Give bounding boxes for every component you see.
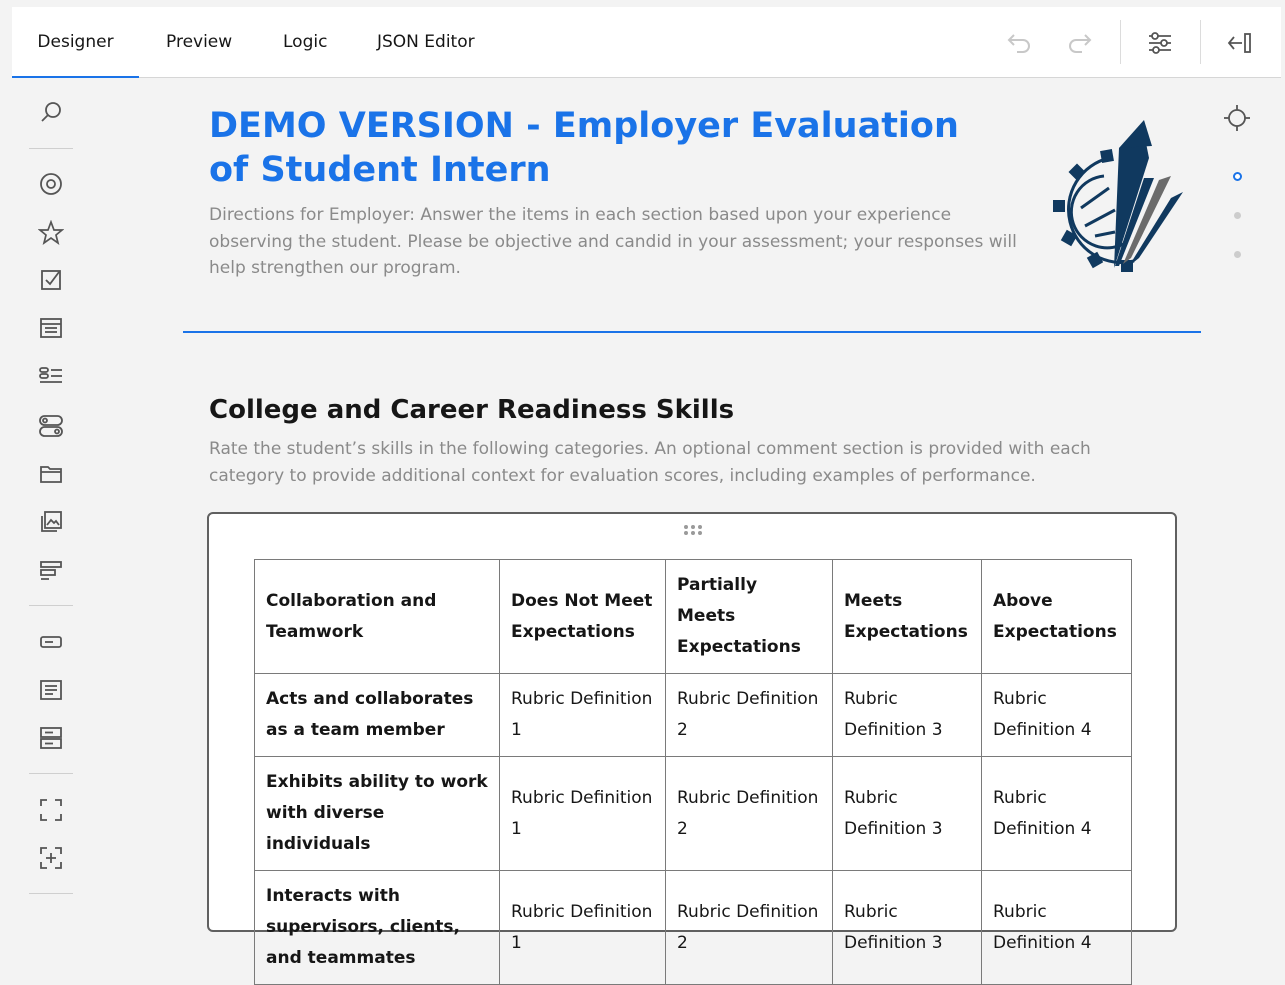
- matrix-column-header: Collaboration and Teamwork: [255, 560, 500, 674]
- redo-button[interactable]: [1064, 27, 1096, 59]
- tab-logic[interactable]: Logic: [283, 32, 328, 52]
- rubric-cell[interactable]: Rubric Definition 2: [666, 674, 833, 757]
- panel-icon: [39, 798, 63, 822]
- page-title[interactable]: College and Career Readiness Skills: [209, 395, 735, 425]
- page-description[interactable]: Rate the student’s skills in the following categories. An optional comment section is provided with each category to provide additional context for evaluation scores, including examples of performance.: [209, 439, 1091, 486]
- rubric-cell[interactable]: Rubric Definition 3: [833, 757, 982, 871]
- rubric-cell[interactable]: Rubric Definition 3: [833, 674, 982, 757]
- matrix-row-label: Interacts with supervisors, clients, and teammates: [255, 871, 500, 985]
- toolbox-multipletext[interactable]: [29, 720, 73, 756]
- tab-preview[interactable]: Preview: [166, 32, 233, 52]
- rubric-cell[interactable]: Rubric Definition 4: [982, 757, 1132, 871]
- collapse-panel-button[interactable]: [1224, 27, 1256, 59]
- image-picker-icon: [39, 510, 63, 534]
- rubric-cell[interactable]: Rubric Definition 1: [500, 757, 666, 871]
- matrix-row: [255, 757, 1132, 871]
- toolbox-paneldynamic[interactable]: [29, 840, 73, 876]
- survey-description[interactable]: Directions for Employer: Answer the items in each section based upon your experience observing the student. Please be objective and candid in your assessment; your responses will help strengthen our program.: [209, 205, 1017, 278]
- matrix-column-header: Above Expectations: [982, 560, 1132, 674]
- page-navigator: [1212, 78, 1262, 378]
- checkbox-icon: [39, 268, 63, 292]
- matrix-row-label: Exhibits ability to work with diverse individuals: [255, 757, 500, 871]
- toolbox-separator: [29, 605, 73, 606]
- toggle-icon: [39, 414, 63, 438]
- top-toolbar: [12, 7, 1281, 78]
- ranking-icon: [39, 559, 63, 583]
- rubric-matrix: [254, 559, 1132, 985]
- tab-designer[interactable]: Designer: [12, 7, 139, 78]
- toolbox-boolean[interactable]: [29, 408, 73, 444]
- toolbox-ranking[interactable]: [29, 553, 73, 589]
- redo-icon: [1067, 32, 1093, 54]
- folder-icon: [39, 462, 63, 486]
- search-icon: [39, 100, 63, 124]
- survey-title[interactable]: DEMO VERSION - Employer Evaluation of Student Intern: [209, 106, 959, 190]
- undo-button[interactable]: [1003, 27, 1035, 59]
- page-nav-dot-2[interactable]: [1234, 212, 1241, 219]
- settings-sliders-icon: [1147, 30, 1173, 56]
- survey-logo: [1049, 118, 1184, 273]
- rubric-cell[interactable]: Rubric Definition 1: [500, 674, 666, 757]
- rubric-cell[interactable]: Rubric Definition 2: [666, 871, 833, 985]
- toolbox-panel[interactable]: [29, 792, 73, 828]
- toolbox-separator: [29, 773, 73, 774]
- toolbox-separator: [29, 148, 73, 149]
- tagbox-icon: [39, 364, 63, 388]
- dynamic-panel-icon: [39, 846, 63, 870]
- locate-button[interactable]: [1223, 104, 1251, 132]
- toolbox-tagbox[interactable]: [29, 358, 73, 394]
- toolbox-radiogroup[interactable]: [29, 166, 73, 202]
- page-nav-dot-1[interactable]: [1233, 172, 1242, 181]
- toolbox-text[interactable]: [29, 624, 73, 660]
- rubric-cell[interactable]: Rubric Definition 4: [982, 871, 1132, 985]
- single-input-icon: [39, 630, 63, 654]
- rubric-cell[interactable]: Rubric Definition 1: [500, 871, 666, 985]
- matrix-column-header: Partially Meets Expectations: [666, 560, 833, 674]
- rubric-cell[interactable]: Rubric Definition 4: [982, 674, 1132, 757]
- toolbox-checkbox[interactable]: [29, 262, 73, 298]
- header-divider: [183, 331, 1201, 333]
- collapse-panel-icon: [1227, 31, 1253, 55]
- long-text-icon: [39, 678, 63, 702]
- toolbox-rating[interactable]: [29, 215, 73, 251]
- tab-json-editor[interactable]: JSON Editor: [377, 32, 475, 52]
- radio-button-icon: [39, 172, 63, 196]
- matrix-row: [255, 871, 1132, 985]
- toolbox-search-button[interactable]: [29, 94, 73, 130]
- page-nav-dot-3[interactable]: [1234, 251, 1241, 258]
- toolbox-comment[interactable]: [29, 672, 73, 708]
- toolbar-separator: [1200, 20, 1201, 64]
- star-icon: [38, 220, 64, 246]
- matrix-row: [255, 674, 1132, 757]
- settings-button[interactable]: [1144, 27, 1176, 59]
- rubric-cell[interactable]: Rubric Definition 2: [666, 757, 833, 871]
- matrix-row-label: Acts and collaborates as a team member: [255, 674, 500, 757]
- drag-handle-icon[interactable]: [683, 524, 703, 536]
- toolbox: [29, 78, 73, 919]
- undo-icon: [1006, 32, 1032, 54]
- matrix-column-header: Does Not Meet Expectations: [500, 560, 666, 674]
- crosshair-icon: [1223, 104, 1251, 132]
- dropdown-list-icon: [39, 316, 63, 340]
- toolbox-dropdown[interactable]: [29, 310, 73, 346]
- question-card[interactable]: [207, 512, 1177, 968]
- toolbar-separator: [1120, 20, 1121, 64]
- toolbox-separator: [29, 893, 73, 894]
- toolbox-file[interactable]: [29, 456, 73, 492]
- toolbox-imagepicker[interactable]: [29, 504, 73, 540]
- matrix-header-row: [255, 560, 1132, 674]
- matrix-column-header: Meets Expectations: [833, 560, 982, 674]
- rubric-cell[interactable]: Rubric Definition 3: [833, 871, 982, 985]
- multiple-text-icon: [39, 726, 63, 750]
